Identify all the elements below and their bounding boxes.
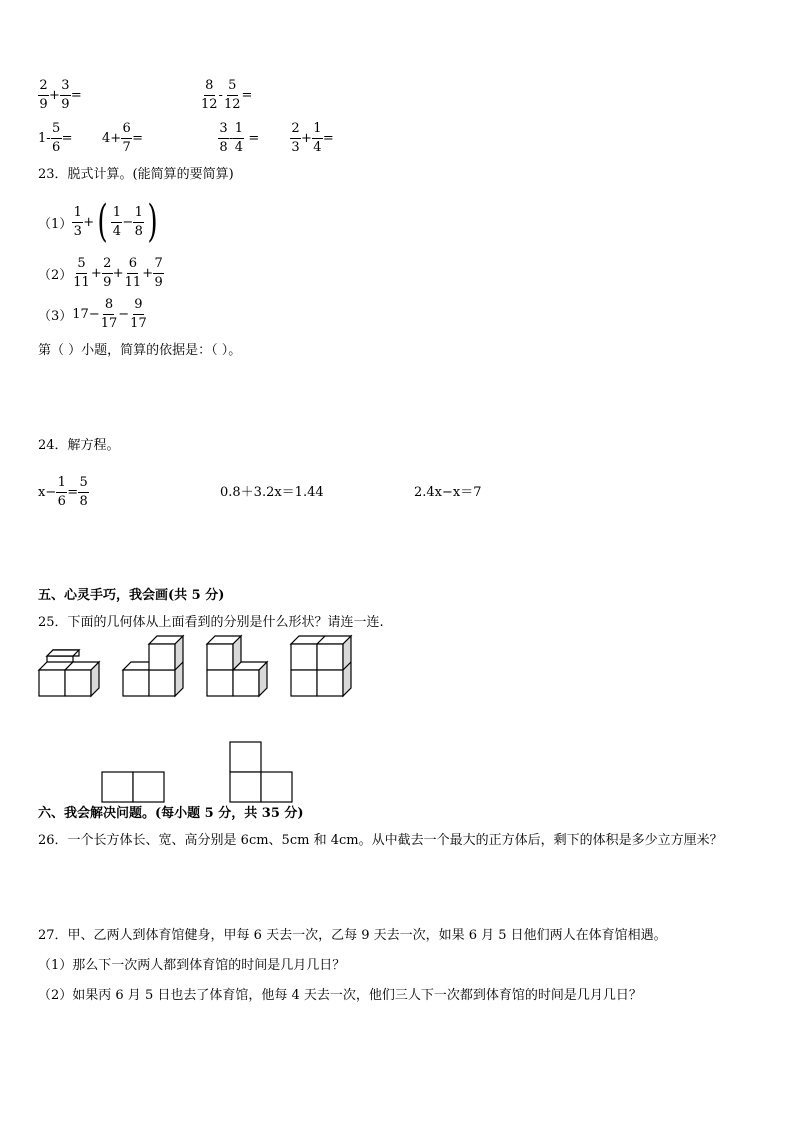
operator: - [229, 131, 234, 146]
fraction: $\frac{3}{9}$ [61, 78, 70, 112]
part-label: （1） [38, 216, 73, 232]
operator: + [142, 266, 154, 281]
q23-note: 第（ ）小题，简算的依据是：（ ）。 [38, 343, 242, 358]
operator: + [90, 266, 102, 281]
fraction: $\frac{2}{3}$ [291, 121, 300, 155]
operand: 4+ [102, 131, 122, 146]
fraction: $\frac{5}{6}$ [52, 121, 61, 155]
equals-sign: = [132, 131, 144, 146]
equals-sign: = [322, 131, 334, 146]
operator: − [118, 307, 130, 322]
fraction: $\frac{1}{3}$ [73, 204, 82, 239]
q25-text: 25．下面的几何体从上面看到的分别是什么形状？请连一连. [38, 615, 384, 630]
fraction: $\frac{1}{8}$ [134, 204, 143, 239]
fraction: $\frac{6}{7}$ [122, 121, 131, 155]
fraction: $\frac{9}{17}$ [130, 297, 147, 331]
operand: x− [38, 485, 57, 500]
fraction: $\frac{8}{12}$ [201, 78, 218, 112]
q24-equation-2: 0.8＋3.2x＝1.44 [220, 485, 324, 500]
equals-sign: = [61, 131, 73, 146]
q23-title: 23．脱式计算。(能简算的要简算) [38, 167, 234, 182]
cube-figure-2 [123, 636, 183, 696]
part-label: （3） [38, 309, 73, 324]
operator: − [122, 214, 134, 230]
q24-title: 24．解方程。 [38, 438, 120, 453]
cube-figure-4 [291, 636, 351, 696]
q26-text: 26．一个长方体长、宽、高分别是 6cm、5cm 和 4cm。从中截去一个最大的正方体后，剩下的体积是多少立方厘米？ [38, 833, 723, 848]
operator: + [112, 266, 124, 281]
fraction: $\frac{6}{11}$ [124, 256, 142, 290]
q24-equation-3: 2.4x−x＝7 [414, 485, 482, 500]
q27-part-2: （2）如果丙 6 月 5 日也去了体育馆，他每 4 天去一次，他们三人下一次都到体育馆的时间是几月几日？ [38, 988, 642, 1003]
fraction: $\frac{7}{9}$ [154, 256, 163, 290]
section-6-heading: 六、我会解决问题。(每小题 5 分，共 35 分) [38, 806, 304, 821]
equals-sign: = [241, 88, 253, 103]
fraction: $\frac{2}{9}$ [39, 78, 48, 112]
fraction: $\frac{1}{4}$ [234, 121, 244, 155]
operator: + [301, 131, 312, 146]
cube-figure-3 [207, 636, 267, 696]
operator: - [218, 88, 223, 103]
equals-sign: = [248, 131, 260, 146]
fraction: $\frac{1}{6}$ [57, 475, 66, 509]
fraction: $\frac{5}{11}$ [73, 256, 90, 290]
right-parenthesis: ) [147, 196, 159, 247]
equals-sign: = [67, 485, 79, 500]
fraction: $\frac{2}{9}$ [103, 256, 112, 290]
q27-part-1: （1）那么下一次两人都到体育馆的时间是几月几日？ [38, 958, 346, 973]
fraction: $\frac{5}{8}$ [79, 475, 88, 509]
operand: 17− [72, 307, 100, 322]
operator: + [83, 214, 95, 230]
section-5-heading: 五、心灵手巧，我会画(共 5 分) [38, 588, 225, 603]
left-parenthesis: ( [97, 196, 108, 247]
fraction: $\frac{1}{4}$ [313, 121, 322, 155]
operand: 1- [38, 131, 51, 146]
cube-figure-1 [39, 650, 99, 696]
q27-text: 27．甲、乙两人到体育馆健身，甲每 6 天去一次，乙每 9 天去一次，如果 6 月 5 日他们两人在体育馆相遇。 [38, 928, 667, 943]
operator: + [49, 88, 60, 103]
fraction: $\frac{8}{17}$ [100, 297, 118, 331]
top-view-1 [102, 772, 164, 802]
equals-sign: = [70, 88, 82, 103]
fraction: $\frac{3}{8}$ [219, 121, 228, 155]
fraction: $\frac{5}{12}$ [223, 78, 241, 112]
fraction: $\frac{1}{4}$ [112, 204, 121, 239]
top-view-2 [230, 742, 292, 802]
part-label: （2） [38, 268, 73, 283]
